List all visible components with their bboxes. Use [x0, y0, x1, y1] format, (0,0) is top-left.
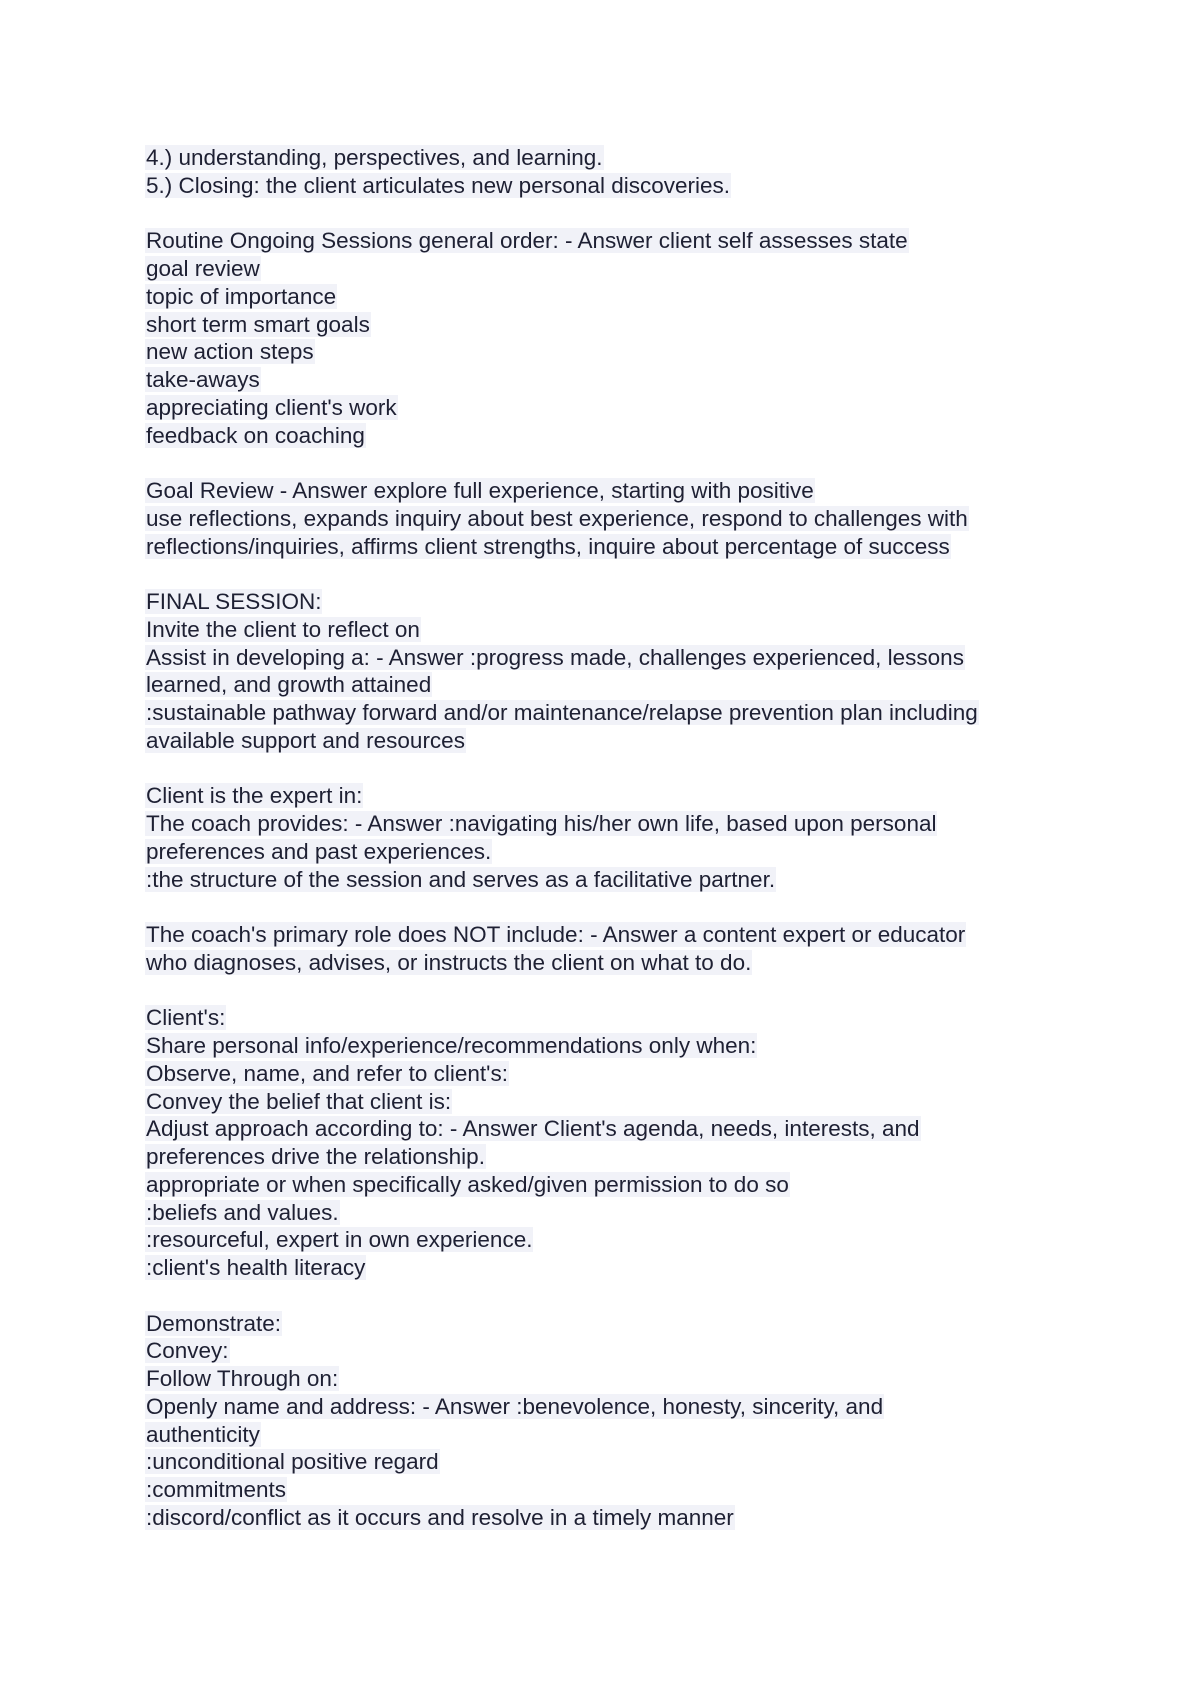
text-line: appreciating client's work: [146, 394, 397, 420]
text-line: short term smart goals: [146, 311, 370, 337]
text-line: preferences and past experiences.: [146, 838, 492, 864]
text-line: preferences drive the relationship.: [146, 1144, 485, 1169]
text-line: who diagnoses, advises, or instructs the client on what to do.: [146, 949, 752, 975]
text-line: Demonstrate:: [146, 1310, 282, 1336]
paragraph-gap: [145, 560, 1085, 588]
paragraph-gap: [145, 755, 1085, 783]
text-line: :sustainable pathway forward and/or maintenance/relapse prevention plan including: [146, 700, 978, 725]
text-line: appropriate or when specifically asked/given permission to do so: [146, 1171, 789, 1197]
document-page: [145, 144, 1085, 1532]
text-line: Follow Through on:: [146, 1366, 339, 1391]
text-line: new action steps: [146, 339, 314, 365]
text-line: topic of importance: [146, 283, 337, 309]
text-line: Share personal info/experience/recommendations only when:: [146, 1033, 757, 1058]
text-line: :the structure of the session and serves as a facilitative partner.: [146, 866, 776, 892]
paragraph-gap: [145, 449, 1085, 477]
text-line: feedback on coaching: [146, 422, 365, 448]
text-line: Routine Ongoing Sessions general order: - Answer client self assesses state: [146, 228, 908, 254]
paragraph-gap: [145, 893, 1085, 921]
text-line: The coach's primary role does NOT include: - Answer a content expert or educator: [146, 922, 966, 947]
text-line: authenticity: [146, 1421, 260, 1447]
text-line: Convey the belief that client is:: [146, 1088, 452, 1114]
text-line: Assist in developing a: - Answer :progress made, challenges experienced, lessons: [146, 644, 964, 670]
paragraph-gap: [145, 977, 1085, 1005]
text-line: Observe, name, and refer to client's:: [146, 1060, 508, 1086]
text-line: :commitments: [146, 1477, 287, 1502]
text-line: Convey:: [146, 1338, 229, 1364]
text-line: use reflections, expands inquiry about best experience, respond to challenges with: [146, 505, 968, 531]
paragraph-gap: [145, 1282, 1085, 1310]
text-line: The coach provides: - Answer :navigating his/her own life, based upon personal: [146, 811, 937, 836]
text-line: Client is the expert in:: [146, 783, 363, 809]
text-line: :resourceful, expert in own experience.: [146, 1227, 533, 1253]
text-line: Client's:: [146, 1005, 226, 1031]
text-line: Invite the client to reflect on: [146, 616, 420, 642]
text-line: Goal Review - Answer explore full experience, starting with positive: [146, 478, 814, 503]
text-line: 4.) understanding, perspectives, and learning.: [146, 145, 603, 170]
text-line: FINAL SESSION:: [146, 589, 322, 614]
text-line: Openly name and address: - Answer :benevolence, honesty, sincerity, and: [146, 1393, 884, 1419]
text-line: goal review: [146, 256, 260, 281]
text-line: available support and resources: [146, 727, 465, 753]
text-line: reflections/inquiries, affirms client strengths, inquire about percentage of success: [146, 533, 950, 559]
text-line: :discord/conflict as it occurs and resolve in a timely manner: [146, 1504, 734, 1530]
text-line: :beliefs and values.: [146, 1199, 339, 1225]
text-line: Adjust approach according to: - Answer Client's agenda, needs, interests, and: [146, 1116, 920, 1142]
text-line: take-aways: [146, 367, 260, 392]
text-line: learned, and growth attained: [146, 672, 432, 698]
paragraph-gap: [145, 200, 1085, 228]
text-line: :client's health literacy: [146, 1255, 366, 1280]
text-line: 5.) Closing: the client articulates new personal discoveries.: [146, 172, 731, 198]
text-line: :unconditional positive regard: [146, 1449, 439, 1475]
